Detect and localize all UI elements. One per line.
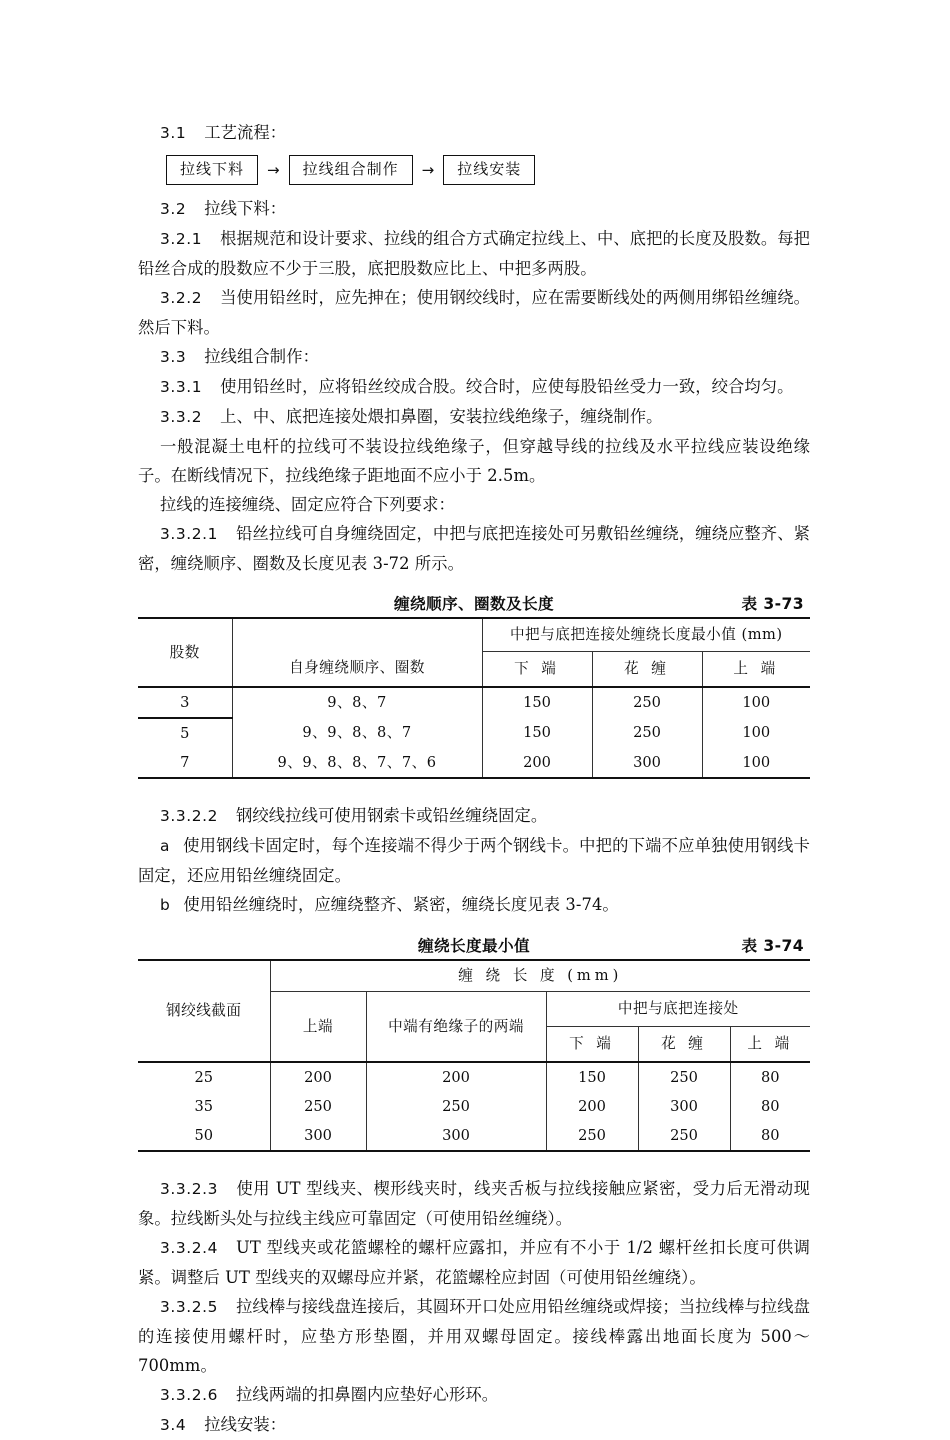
cell-middle: 250 (366, 1092, 546, 1121)
cell-section: 35 (138, 1092, 270, 1121)
table-3-74-header-row-1 (138, 960, 810, 992)
paragraph-3-2-text: 拉线下料： (204, 199, 287, 218)
cell-section: 50 (138, 1121, 270, 1151)
th-upper-end: 上 端 (733, 660, 780, 677)
paragraph-3-3-1-number: 3.3.1 (160, 378, 203, 396)
section-3-1-number: 3.1 (160, 124, 187, 142)
table-row (138, 748, 810, 778)
paragraph-3-4 (138, 1410, 810, 1440)
paragraph-3-2-1 (138, 224, 810, 283)
th-middle-insulator-ends: 中端有绝缘子的两端 (366, 992, 546, 1063)
th-lower-end: 下 端 (482, 652, 592, 688)
paragraph-note-1: 一般混凝土电杆的拉线可不装设拉线绝缘子，但穿越导线的拉线及水平拉线应装设绝缘子。在断线情况下，拉线绝缘子距地面不应小于 2.5m。 (138, 437, 810, 485)
flow-step-1: 拉线下料 (166, 155, 258, 185)
paragraph-3-2-2-number: 3.2.2 (160, 289, 203, 307)
cell-upper: 300 (270, 1121, 366, 1151)
paragraph-a (138, 831, 810, 890)
paragraph-3-3-2-5 (138, 1292, 810, 1380)
paragraph-3-3-2-1 (138, 519, 810, 578)
cell-strands: 5 (138, 718, 232, 748)
paragraph-3-3-2-4 (138, 1233, 810, 1292)
flow-step-3: 拉线安装 (443, 155, 535, 185)
th-flower-wind: 花 缠 (638, 1027, 730, 1063)
paragraph-3-3-number: 3.3 (160, 348, 187, 366)
paragraph-3-2-number: 3.2 (160, 200, 187, 218)
paragraph-3-2-2 (138, 283, 810, 342)
cell-flower: 300 (592, 748, 702, 778)
cell-lower: 200 (482, 748, 592, 778)
cell-flower: 250 (592, 718, 702, 748)
th-strand-count: 股数 (138, 618, 232, 687)
paragraph-3-3-1 (138, 372, 810, 402)
paragraph-3-3-2-2-number: 3.3.2.2 (160, 807, 219, 825)
paragraph-3-3-2-6-text: 拉线两端的扣鼻圈内应垫好心形环。 (236, 1385, 499, 1404)
paragraph-3-3 (138, 342, 810, 372)
paragraph-a-text: 使用钢线卡固定时，每个连接端不得少于两个钢线卡。中把的下端不应单独使用钢线卡固定，还应用铅丝缠绕固定。 (138, 836, 810, 885)
cell-flower: 250 (592, 687, 702, 718)
table-3-73 (138, 617, 810, 779)
cell-upper: 100 (702, 687, 810, 718)
paragraph-3-4-number: 3.4 (160, 1416, 187, 1434)
paragraph-3-3-2-5-number: 3.3.2.5 (160, 1298, 219, 1316)
cell-top: 80 (730, 1121, 810, 1151)
paragraph-note-2: 拉线的连接缠绕、固定应符合下列要求： (160, 495, 455, 514)
th-flower-wind: 花 缠 (592, 652, 702, 688)
cell-flower: 300 (638, 1092, 730, 1121)
paragraph-3-2-2-text: 当使用铅丝时，应先抻在；使用钢绞线时，应在需要断线处的两侧用绑铅丝缠绕。然后下料。 (138, 288, 810, 337)
th-group-mid-bottom-joint: 中把与底把连接处 (546, 992, 810, 1027)
cell-top: 80 (760, 1097, 780, 1115)
cell-sequence: 9、8、7 (232, 687, 482, 718)
cell-sequence: 9、9、8、8、7 (232, 718, 482, 748)
paragraph-3-4-text: 拉线安装： (204, 1415, 287, 1434)
table-3-74-number: 表 3-74 (741, 937, 804, 955)
cell-lower: 150 (482, 718, 592, 748)
cell-lower: 250 (546, 1121, 638, 1151)
table-row (138, 687, 810, 718)
cell-middle: 200 (366, 1062, 546, 1092)
paragraph-3-2 (138, 194, 810, 224)
paragraph-3-3-text: 拉线组合制作： (204, 347, 319, 366)
cell-upper: 100 (742, 724, 771, 741)
paragraph-b-text: 使用铅丝缠绕时，应缠绕整齐、紧密，缠绕长度见表 3-74。 (183, 895, 619, 914)
cell-upper: 200 (270, 1062, 366, 1092)
th-group-winding-length: 缠 绕 长 度 (mm) (270, 960, 810, 992)
flow-arrow-icon-1: → (267, 160, 280, 179)
cell-flower: 250 (638, 1062, 730, 1092)
table-row (138, 718, 810, 748)
paragraph-3-3-2-3 (138, 1174, 810, 1233)
flow-step-2: 拉线组合制作 (289, 155, 413, 185)
paragraph-3-3-2-2-text: 钢绞线拉线可使用钢索卡或铅丝缠绕固定。 (236, 806, 548, 825)
paragraph-3-3-2-1-number: 3.3.2.1 (160, 525, 219, 543)
table-3-73-caption (138, 590, 810, 617)
paragraph-3-3-2-3-number: 3.3.2.3 (160, 1180, 219, 1198)
paragraph-3-3-2-1-text: 铅丝拉线可自身缠绕固定，中把与底把连接处可另敷铅丝缠绕，缠绕应整齐、紧密，缠绕顺序、圈数及长度见表 3-72 所示。 (138, 524, 810, 573)
cell-upper: 100 (702, 748, 810, 778)
table-row (138, 1092, 810, 1121)
table-3-73-number: 表 3-73 (741, 595, 804, 613)
cell-lower: 200 (546, 1092, 638, 1121)
cell-upper: 250 (270, 1092, 366, 1121)
paragraph-3-3-2-6-number: 3.3.2.6 (160, 1386, 219, 1404)
cell-flower: 250 (638, 1121, 730, 1151)
cell-lower: 150 (546, 1062, 638, 1092)
th-steel-section: 钢绞线截面 (138, 960, 270, 1062)
paragraph-3-3-2-text: 上、中、底把连接处煨扣鼻圈，安装拉线绝缘子，缠绕制作。 (220, 407, 663, 426)
paragraph-3-3-2 (138, 402, 810, 432)
paragraph-b (138, 890, 810, 920)
table-3-74 (138, 959, 810, 1152)
section-3-1-heading (138, 118, 810, 148)
process-flow-diagram (166, 155, 810, 185)
cell-strands: 3 (138, 687, 232, 718)
table-3-74-caption (138, 932, 810, 959)
th-winding-sequence: 自身缠绕顺序、圈数 (232, 618, 482, 687)
cell-section: 25 (138, 1062, 270, 1092)
cell-lower: 150 (482, 687, 592, 718)
th-group-min-length: 中把与底把连接处缠绕长度最小值 (mm) (482, 618, 810, 652)
paragraph-b-number: b (160, 896, 171, 914)
paragraph-3-3-1-text: 使用铅丝时，应将铅丝绞成合股。绞合时，应使每股铅丝受力一致，绞合均匀。 (220, 377, 794, 396)
paragraph-3-3-2-4-number: 3.3.2.4 (160, 1239, 219, 1257)
paragraph-3-3-2-4-text: UT 型线夹或花篮螺栓的螺杆应露扣，并应有不小于 1/2 螺杆丝扣长度可供调紧。调整后 UT 型线夹的双螺母应并紧，花篮螺栓应封固（可使用铅丝缠绕）。 (138, 1238, 810, 1287)
paragraph-3-3-2-number: 3.3.2 (160, 408, 203, 426)
th-top-end: 上 端 (747, 1035, 794, 1052)
section-3-1-title: 工艺流程： (204, 123, 287, 142)
th-upper-end: 上端 (270, 992, 366, 1063)
paragraph-3-3-2-5-text: 拉线棒与接线盘连接后，其圆环开口处应用铅丝缠绕或焊接；当拉线棒与拉线盘的连接使用螺杆时，应垫方形垫圈，并用双螺母固定。接线棒露出地面长度为 500～700mm。 (138, 1297, 810, 1375)
paragraph-3-2-1-number: 3.2.1 (160, 230, 203, 248)
table-row (138, 1121, 810, 1151)
table-row (138, 1062, 810, 1092)
paragraph-a-number: a (160, 837, 171, 855)
th-lower-end: 下 端 (546, 1027, 638, 1063)
table-3-73-title: 缠绕顺序、圈数及长度 (394, 595, 554, 613)
table-3-74-title: 缠绕长度最小值 (418, 937, 530, 955)
paragraph-3-3-2-2 (138, 801, 810, 831)
flow-arrow-icon-2: → (421, 160, 435, 179)
table-3-73-header-row-1 (138, 618, 810, 652)
cell-middle: 300 (366, 1121, 546, 1151)
paragraph-3-3-2-3-text: 使用 UT 型线夹、楔形线夹时，线夹舌板与拉线接触应紧密，受力后无滑动现象。拉线断头处与拉线主线应可靠固定（可使用铅丝缠绕）。 (138, 1179, 810, 1228)
cell-strands: 7 (138, 748, 232, 778)
cell-sequence: 9、9、8、8、7、7、6 (232, 748, 482, 778)
paragraph-3-2-1-text: 根据规范和设计要求、拉线的组合方式确定拉线上、中、底把的长度及股数。每把铅丝合成的股数应不少于三股，底把股数应比上、中把多两股。 (138, 229, 810, 278)
paragraph-3-3-2-6 (138, 1380, 810, 1410)
cell-top: 80 (730, 1062, 810, 1092)
